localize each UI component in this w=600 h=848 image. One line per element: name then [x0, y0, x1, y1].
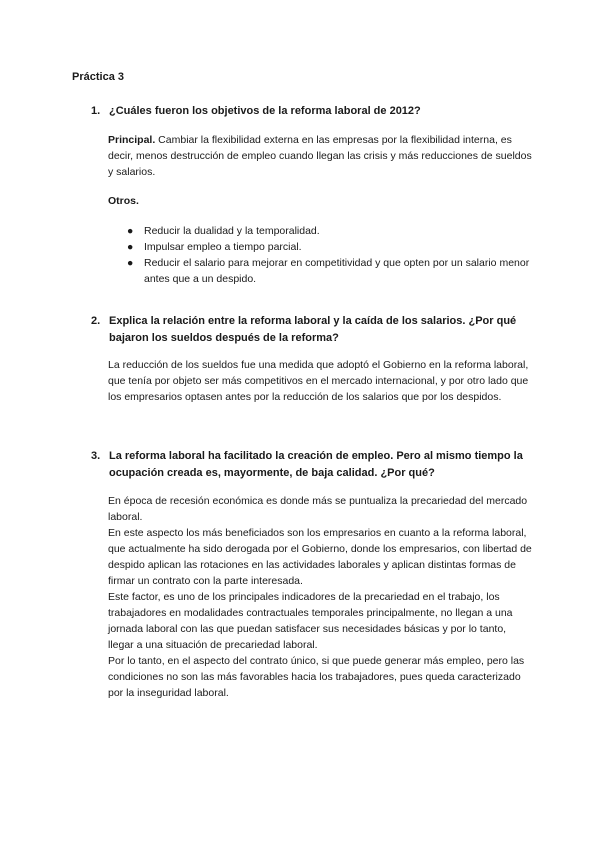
answer-paragraph: La reducción de los sueldos fue una medida que adoptó el Gobierno en la reforma laboral, que tenía por objeto ser más competitivos en el mercado internacional, y por otro lado que los empresarios optasen antes por la reducción de los salarios que por los despidos. — [108, 359, 529, 403]
bullet-icon: ● — [127, 225, 134, 237]
answer-paragraph: Por lo tanto, en el aspecto del contrato único, si que puede generar más empleo, pero las condiciones no son las más favorables hacia los trabajadores, pues queda caracterizado por la inseguridad laboral. — [108, 655, 525, 699]
question-text: Explica la relación entre la reforma laboral y la caída de los salarios. ¿Por qué bajaron los sueldos después de la reforma? — [109, 315, 517, 344]
principal-text: Cambiar la flexibilidad externa en las empresas por la flexibilidad interna, es decir, menos destrucción de empleo cuando llegan las crisis y más reducciones de sueldos y salarios. — [108, 134, 532, 178]
list-item: ● Reducir la dualidad y la temporalidad. — [127, 225, 320, 237]
question-text: ¿Cuáles fueron los objetivos de la reforma laboral de 2012? — [109, 105, 421, 117]
answer-2 — [108, 357, 533, 405]
others-label: Otros. — [108, 195, 139, 207]
answer-paragraph: Este factor, es uno de los principales indicadores de la precariedad en el trabajo, los trabajadores en modalidades contractuales temporales principalmente, no llegan a una jornada laboral con las que puedan satisfacer sus necesidades básicas y por lo tanto, llegar a una situación de precariedad laboral. — [108, 591, 513, 651]
question-number: 1. — [91, 105, 101, 117]
principal-label: Principal. — [108, 134, 156, 146]
answer-1-principal — [108, 132, 533, 180]
answer-3 — [108, 493, 533, 701]
bullet-icon: ● — [127, 241, 134, 253]
question-number: 3. — [91, 450, 101, 462]
bullet-icon: ● — [127, 257, 134, 269]
question-3 — [91, 448, 531, 482]
list-item: ● Reducir el salario para mejorar en competitividad y que opten por un salario menor antes que a un despido. — [127, 257, 530, 285]
list-item: ● Impulsar empleo a tiempo parcial. — [127, 241, 302, 253]
question-1 — [91, 103, 531, 120]
objectives-list — [108, 223, 533, 287]
document-title: Práctica 3 — [72, 71, 124, 83]
question-number: 2. — [91, 315, 101, 327]
answer-paragraph: En época de recesión económica es donde más se puntualiza la precariedad del mercado laboral. — [108, 495, 528, 523]
question-2 — [91, 313, 531, 347]
question-text: La reforma laboral ha facilitado la creación de empleo. Pero al mismo tiempo la ocupación creada es, mayormente, de baja calidad. ¿Por qué? — [109, 450, 523, 479]
answer-paragraph: En este aspecto los más beneficiados son los empresarios en cuanto a la reforma laboral, que actualmente ha sido derogada por el Gobierno, donde los empresarios, con libertad de despido aplican las rotaciones en las actividades laborales y aplican distintas formas de firmar un contrato con la parte interesada. — [108, 527, 532, 587]
